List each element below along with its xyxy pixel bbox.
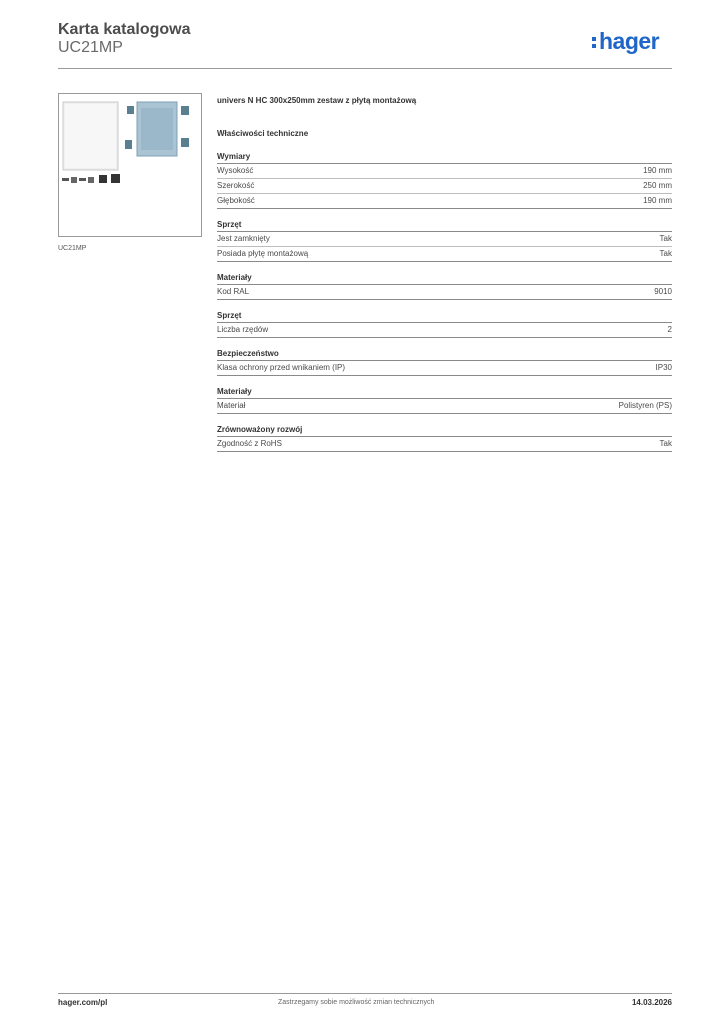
spec-value: Polistyren (PS) — [618, 401, 672, 410]
spec-label: Wysokość — [217, 166, 254, 175]
spec-value: 190 mm — [643, 166, 672, 175]
product-image — [58, 93, 202, 237]
spec-label: Głębokość — [217, 196, 255, 205]
page-title: Karta katalogowa — [58, 21, 191, 38]
spec-label: Szerokość — [217, 181, 255, 190]
spec-row — [217, 194, 672, 209]
spec-row — [217, 361, 672, 376]
spec-label: Jest zamknięty — [217, 234, 270, 243]
spec-group-title: Sprzęt — [217, 219, 672, 232]
spec-row — [217, 232, 672, 247]
spec-group-safety — [217, 348, 672, 376]
spec-value: Tak — [659, 249, 672, 258]
product-code: UC21MP — [58, 39, 123, 56]
spec-value: IP30 — [655, 363, 672, 372]
spec-label: Materiał — [217, 401, 246, 410]
spec-value: Tak — [659, 439, 672, 448]
spec-row — [217, 179, 672, 194]
spec-group-equipment-rows — [217, 310, 672, 338]
spec-row — [217, 247, 672, 262]
logo-dots-icon — [592, 34, 597, 51]
spec-value: 190 mm — [643, 196, 672, 205]
product-illustration — [59, 94, 201, 236]
spec-label: Zgodność z RoHS — [217, 439, 282, 448]
spec-value: 250 mm — [643, 181, 672, 190]
product-name: univers N HC 300x250mm zestaw z płytą montażową — [217, 96, 417, 105]
spec-group-title: Materiały — [217, 272, 672, 285]
spec-value: 2 — [667, 325, 672, 334]
footer-divider — [58, 993, 672, 994]
footer-website-link[interactable]: hager.com/pl — [58, 998, 108, 1007]
spec-group-dimensions — [217, 151, 672, 209]
spec-label: Kod RAL — [217, 287, 250, 296]
spec-group-title: Wymiary — [217, 151, 672, 164]
header-divider — [58, 68, 672, 69]
spec-group-title: Sprzęt — [217, 310, 672, 323]
logo-text: hager — [599, 28, 660, 54]
spec-value: Tak — [659, 234, 672, 243]
spec-row — [217, 399, 672, 414]
spec-label: Klasa ochrony przed wnikaniem (IP) — [217, 363, 346, 372]
spec-value: 9010 — [654, 287, 672, 296]
spec-row — [217, 285, 672, 300]
spec-row — [217, 323, 672, 338]
spec-row — [217, 437, 672, 452]
hager-logo — [592, 28, 659, 55]
spec-label: Liczba rzędów — [217, 325, 269, 334]
spec-group-title: Materiały — [217, 386, 672, 399]
spec-label: Posiada płytę montażową — [217, 249, 309, 258]
footer-disclaimer: Zastrzegamy sobie możliwość zmian technicznych — [278, 999, 435, 1006]
spec-row — [217, 164, 672, 179]
product-details — [217, 95, 672, 452]
spec-group-materials — [217, 272, 672, 300]
spec-group-title: Bezpieczeństwo — [217, 348, 672, 361]
spec-group-title: Zrównoważony rozwój — [217, 424, 672, 437]
spec-group-material-type — [217, 386, 672, 414]
image-caption: UC21MP — [58, 245, 87, 252]
spec-group-sustainability — [217, 424, 672, 452]
spec-group-equipment — [217, 219, 672, 262]
footer-date: 14.03.2026 — [631, 998, 672, 1007]
specs-section-title: Właściwości techniczne — [217, 129, 309, 138]
